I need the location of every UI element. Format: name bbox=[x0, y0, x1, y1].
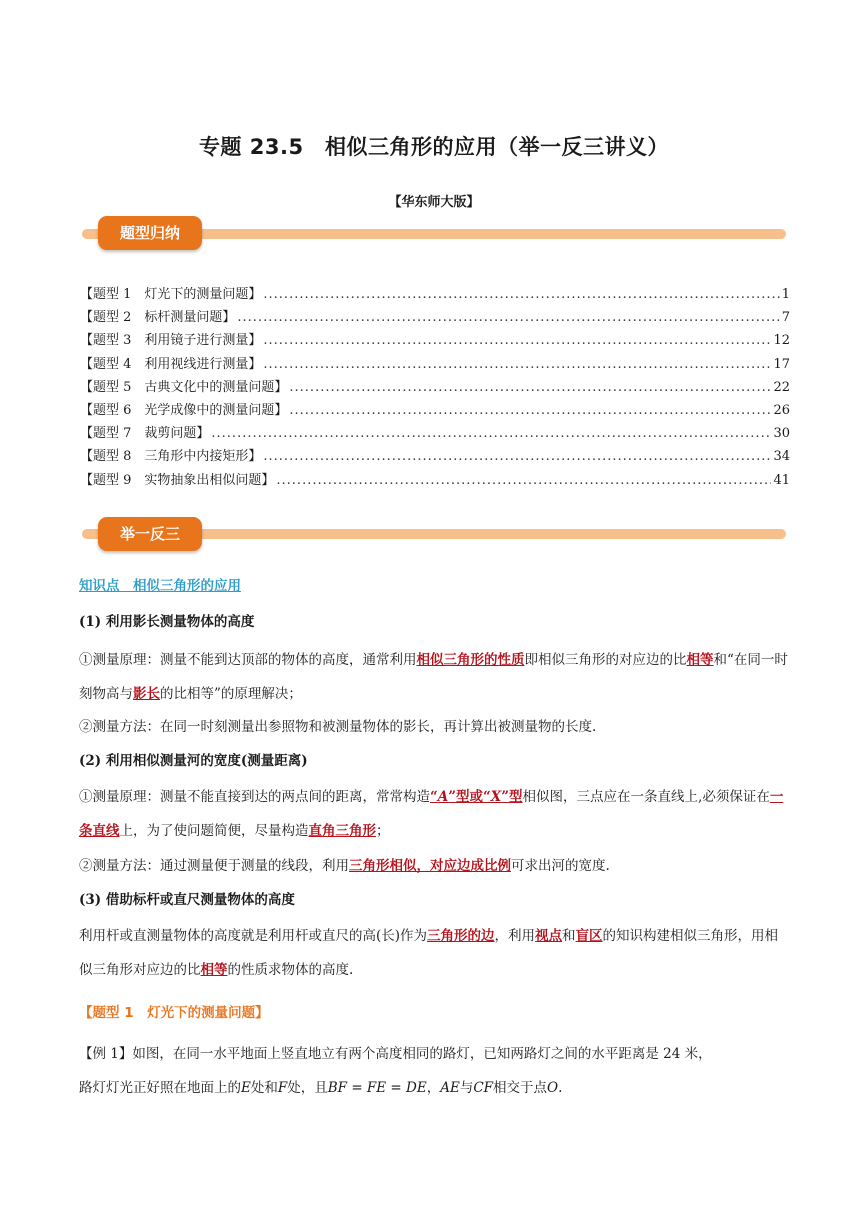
text-span: 处，且 bbox=[287, 1080, 328, 1096]
text-span: 路灯灯光正好照在地面上的 bbox=[79, 1080, 241, 1096]
section-badge-summary: 题型归纳 bbox=[98, 216, 202, 250]
text-span: X bbox=[490, 789, 502, 805]
text-span: ②测量方法：通过测量便于测量的线段，利用 bbox=[79, 858, 349, 874]
text-span: 利用杆或直测量物体的高度就是利用杆或直尺的高(长)作为 bbox=[79, 928, 428, 944]
text-span: 的性质求物体的高度. bbox=[227, 962, 354, 978]
text-span: 和 bbox=[562, 928, 576, 944]
paragraph-method-1: ②测量方法：在同一时刻测量出参照物和被测量物体的影长，再计算出被测量物的长度. bbox=[79, 719, 597, 735]
toc-row[interactable] bbox=[80, 445, 790, 468]
toc-page: 12 bbox=[773, 333, 790, 349]
text-span: . bbox=[558, 1080, 563, 1096]
highlight-term: 盲区 bbox=[575, 928, 603, 944]
toc-row[interactable] bbox=[80, 353, 790, 376]
highlight-term: 一条直线 bbox=[79, 789, 784, 839]
math-symbol: O bbox=[547, 1080, 559, 1096]
text-span: ，利用 bbox=[494, 928, 536, 944]
toc-leader bbox=[263, 357, 771, 372]
highlight-term: 直角三角形 bbox=[308, 823, 376, 839]
toc-label: 【题型 2 标杆测量问题】 bbox=[80, 310, 236, 326]
toc-row[interactable] bbox=[80, 469, 790, 492]
toc-page: 7 bbox=[781, 310, 790, 326]
math-equation: BF = FE = DE bbox=[327, 1080, 427, 1096]
math-symbol: AE bbox=[440, 1080, 460, 1096]
toc-leader bbox=[289, 403, 771, 418]
text-span: 和“在同一时刻物高与 bbox=[79, 652, 788, 702]
toc-page: 22 bbox=[773, 379, 790, 395]
text-span: 可求出河的宽度. bbox=[511, 858, 610, 874]
highlight-term: 影长 bbox=[133, 686, 160, 702]
paragraph-method-2 bbox=[79, 849, 791, 883]
toc-label: 【题型 4 利用视线进行测量】 bbox=[80, 356, 262, 372]
math-symbol: CF bbox=[473, 1080, 494, 1096]
toc-page: 41 bbox=[773, 472, 790, 488]
text-span: 的比相等”的原理解决； bbox=[160, 686, 302, 702]
toc-row[interactable] bbox=[80, 422, 790, 445]
toc-page: 1 bbox=[781, 287, 790, 302]
toc-label: 【题型 9 实物抽象出相似问题】 bbox=[80, 472, 275, 488]
paragraph-principle-1 bbox=[79, 643, 791, 711]
heading-shadow-method: (1) 利用影长测量物体的高度 bbox=[79, 614, 255, 630]
text-span: A bbox=[437, 789, 449, 805]
toc-leader bbox=[211, 426, 771, 441]
text-span: ①测量原理：测量不能直接到达的两点间的距离，常常构造 bbox=[79, 789, 430, 805]
text-span: 即相似三角形的对应边的比 bbox=[524, 652, 687, 668]
toc-page: 26 bbox=[773, 402, 790, 418]
toc-row[interactable] bbox=[80, 329, 790, 352]
paragraph-principle-2 bbox=[79, 780, 791, 848]
text-span: “ bbox=[430, 789, 438, 805]
text-span: 相交于点 bbox=[493, 1080, 548, 1096]
text-span: 相似图，三点应在一条直线上,必须保证在 bbox=[522, 789, 770, 805]
toc-row[interactable] bbox=[80, 283, 790, 306]
highlight-term: 相似三角形的性质 bbox=[416, 652, 525, 668]
toc-label: 【题型 1 灯光下的测量问题】 bbox=[80, 287, 262, 302]
heading-river-width: (2) 利用相似测量河的宽度(测量距离) bbox=[79, 753, 308, 769]
text-span: 与 bbox=[459, 1080, 474, 1096]
highlight-term: 三角形的边 bbox=[427, 928, 495, 944]
toc-page: 17 bbox=[773, 356, 790, 372]
text-span: ①测量原理：测量不能到达顶部的物体的高度，通常利用 bbox=[79, 652, 417, 668]
toc-row[interactable] bbox=[80, 376, 790, 399]
toc-label: 【题型 3 利用镜子进行测量】 bbox=[80, 333, 262, 349]
text-span: 处和 bbox=[250, 1080, 278, 1096]
highlight-term bbox=[430, 789, 523, 805]
toc-leader bbox=[237, 310, 779, 325]
example-1-text bbox=[79, 1037, 791, 1105]
toc-row[interactable] bbox=[80, 399, 790, 422]
highlight-term: 相等 bbox=[200, 962, 228, 978]
toc-leader bbox=[289, 380, 771, 395]
heading-pole-method: (3) 借助标杆或直尺测量物体的高度 bbox=[79, 892, 295, 908]
math-symbol: E bbox=[241, 1080, 251, 1096]
paragraph-pole-principle bbox=[79, 919, 791, 987]
text-span: 上，为了使问题简便，尽量构造 bbox=[119, 823, 309, 839]
example-line-2 bbox=[79, 1071, 791, 1105]
highlight-term: 视点 bbox=[535, 928, 563, 944]
math-symbol: F bbox=[277, 1080, 288, 1096]
text-span: ”型或“ bbox=[448, 789, 491, 805]
example-line-1: 【例 1】如图，在同一水平地面上竖直地立有两个高度相同的路灯，已知两路灯之间的水平距离是 24 米， bbox=[79, 1046, 712, 1062]
toc-label: 【题型 8 三角形中内接矩形】 bbox=[80, 449, 262, 465]
toc-label: 【题型 6 光学成像中的测量问题】 bbox=[80, 402, 288, 418]
toc-leader bbox=[263, 287, 779, 302]
section-badge-practice: 举一反三 bbox=[98, 517, 202, 551]
knowledge-point-title: 知识点 相似三角形的应用 bbox=[79, 578, 241, 594]
toc-label: 【题型 5 古典文化中的测量问题】 bbox=[80, 379, 288, 395]
highlight-term: 相等 bbox=[686, 652, 714, 668]
text-span: ； bbox=[376, 823, 390, 839]
page-title: 专题 23.5 相似三角形的应用（举一反三讲义） bbox=[198, 135, 670, 159]
text-span: 的知识构建相似三角形，用相似三角形对应边的比 bbox=[79, 928, 779, 978]
text-span: ”型 bbox=[501, 789, 523, 805]
toc-page: 30 bbox=[773, 426, 790, 442]
text-span: ， bbox=[426, 1080, 441, 1096]
question-type-title: 【题型 1 灯光下的测量问题】 bbox=[79, 1005, 269, 1021]
table-of-contents bbox=[80, 283, 790, 492]
highlight-term: 三角形相似，对应边成比例 bbox=[349, 858, 511, 874]
toc-leader bbox=[263, 449, 771, 464]
toc-leader bbox=[263, 333, 771, 348]
toc-leader bbox=[276, 473, 771, 488]
toc-page: 34 bbox=[773, 449, 790, 465]
toc-label: 【题型 7 裁剪问题】 bbox=[80, 426, 210, 442]
toc-row[interactable] bbox=[80, 306, 790, 329]
edition-label: 【华东师大版】 bbox=[388, 195, 480, 210]
